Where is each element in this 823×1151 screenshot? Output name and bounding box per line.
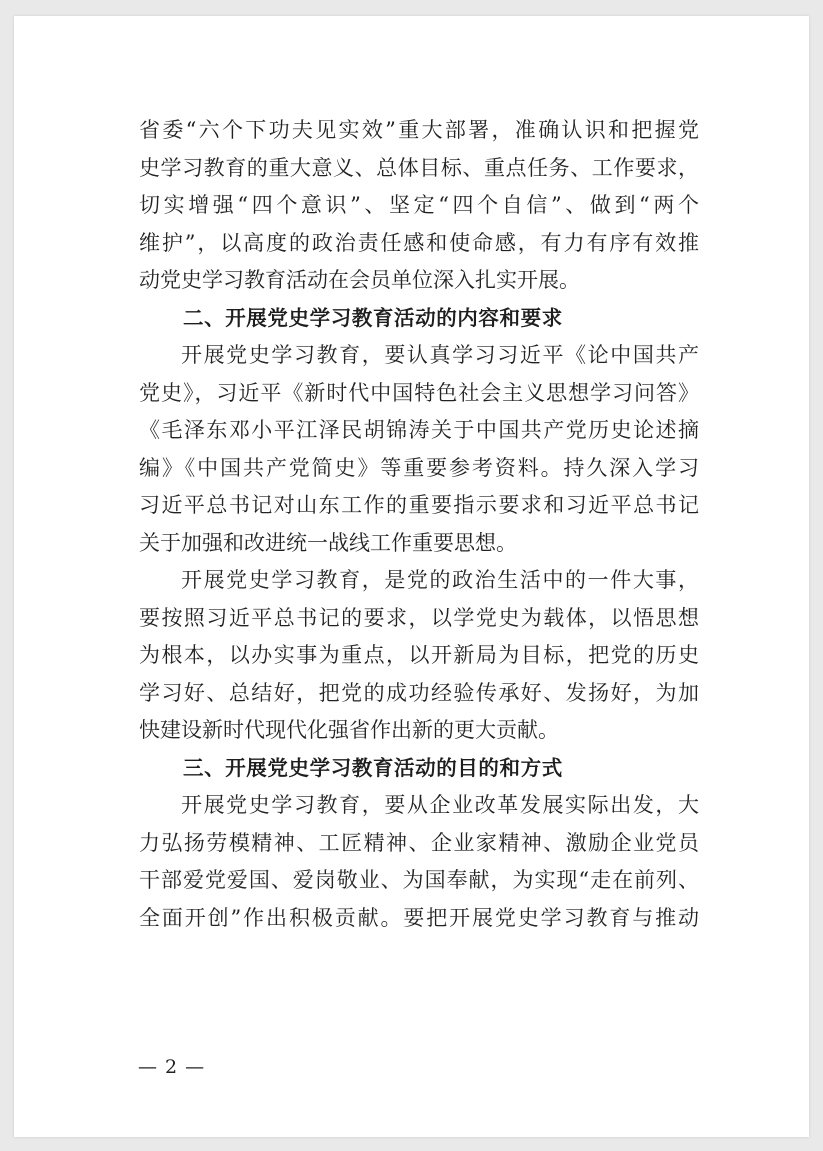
- text-line: 力弘扬劳模精神、工匠精神、企业家精神、激励企业党员: [139, 830, 699, 855]
- text-line: 关于加强和改进统一战线工作重要思想。: [139, 530, 517, 555]
- text-line: 开展党史学习教育，要从企业改革发展实际出发，大: [181, 793, 699, 817]
- section-heading-2: 二、开展党史学习教育活动的内容和要求: [183, 305, 563, 330]
- text-line: 学习好、总结好，把党的成功经验传承好、发扬好，为加: [139, 680, 699, 705]
- document-body: [139, 112, 699, 937]
- text-line: 省委“六个下功夫见实效”重大部署，准确认识和把握党: [139, 118, 699, 142]
- text-line: 史学习教育的重大意义、总体目标、重点任务、工作要求，: [139, 155, 699, 180]
- text-line: 开展党史学习教育，是党的政治生活中的一件大事，: [181, 568, 699, 592]
- text-line: 为根本，以办实事为重点，以开新局为目标，把党的历史: [139, 643, 699, 667]
- text-line: 《毛泽东邓小平江泽民胡锦涛关于中国共产党历史论述摘: [139, 418, 699, 442]
- document-page: [14, 16, 809, 1137]
- text-line: 习近平总书记对山东工作的重要指示要求和习近平总书记: [139, 493, 699, 517]
- text-line: 干部爱党爱国、爱岗敬业、为国奉献，为实现“走在前列、: [139, 868, 699, 892]
- text-line: 切实增强“四个意识”、坚定“四个自信”、做到“两个: [139, 193, 699, 217]
- section-heading-3: 三、开展党史学习教育活动的目的和方式: [183, 755, 563, 780]
- text-line: 开展党史学习教育，要认真学习习近平《论中国共产: [181, 343, 699, 367]
- text-line: 快建设新时代现代化强省作出新的更大贡献。: [139, 718, 559, 742]
- text-line: 全面开创”作出积极贡献。要把开展党史学习教育与推动: [139, 905, 699, 930]
- text-line: 党史》，习近平《新时代中国特色社会主义思想学习问答》: [139, 380, 699, 405]
- text-line: 编》《中国共产党简史》等重要参考资料。持久深入学习: [139, 455, 699, 480]
- text-line: 维护”，以高度的政治责任感和使命感，有力有序有效推: [139, 230, 699, 255]
- text-line: 动党史学习教育活动在会员单位深入扎实开展。: [139, 268, 580, 292]
- page-number: — 2 —: [138, 1056, 206, 1078]
- text-line: 要按照习近平总书记的要求，以学党史为载体，以悟思想: [139, 605, 699, 630]
